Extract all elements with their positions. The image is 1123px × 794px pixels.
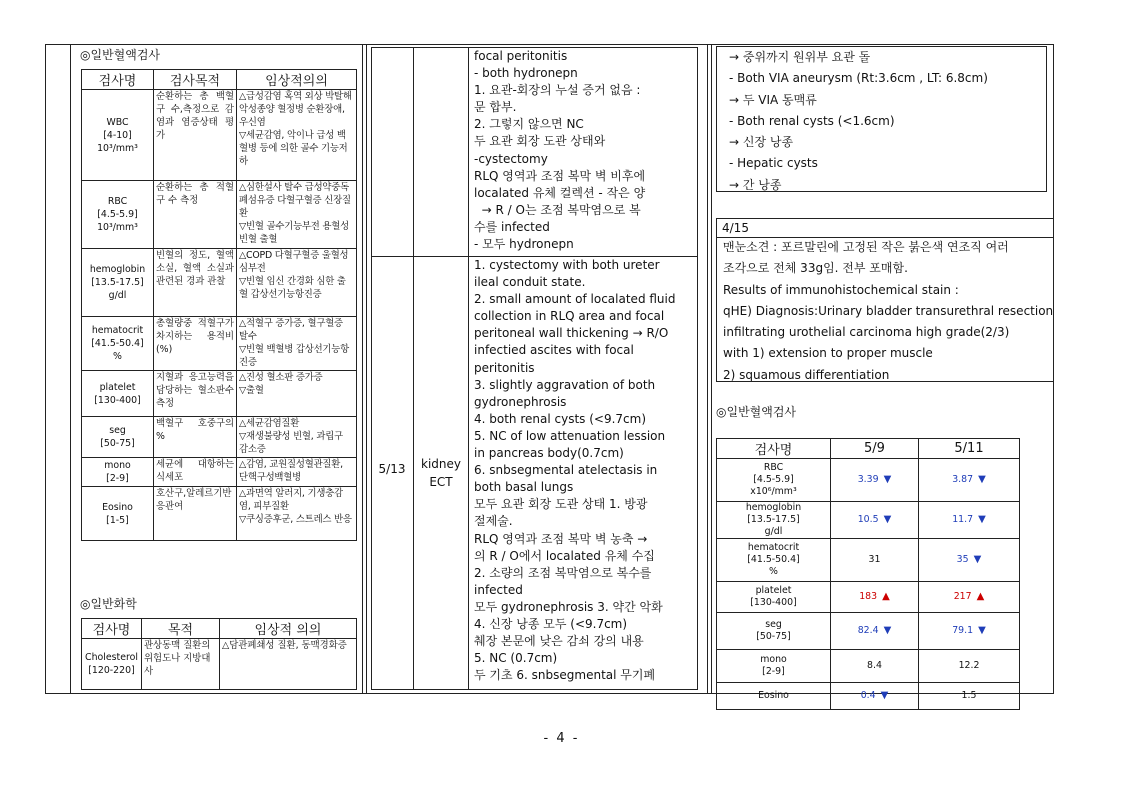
test-significance: △COPD 다혈구혈증 울혈성 심부전 ▽빈혈 임신 간경화 심한 출혈 갑상선기능항진증 bbox=[237, 249, 357, 317]
findings-line: 절제술. bbox=[474, 514, 513, 529]
cbc-row bbox=[82, 317, 357, 371]
result-value: 217 bbox=[953, 591, 972, 602]
result-value: 0.4 bbox=[860, 690, 876, 701]
findings-line: collection in RLQ area and focal bbox=[474, 309, 665, 324]
test-significance: △심한설사 탈수 급성약중독 폐섬유증 다혈구혈증 신장질환 ▽빈혈 골수기능부전 용혈성빈혈 출혈 bbox=[237, 181, 357, 249]
findings-line: -cystectomy bbox=[474, 151, 548, 166]
result-value: 183 bbox=[859, 591, 878, 602]
column-divider-1b bbox=[366, 44, 367, 694]
chem-test-name: Cholesterol [120-220] bbox=[82, 639, 142, 690]
result-test-name: hematocrit [41.5-50.4] % bbox=[717, 539, 831, 582]
result-value-cell bbox=[919, 539, 1020, 582]
findings-line: 의 R / O에서 localated 유체 수집 bbox=[474, 548, 655, 563]
findings-line: - both hydronepn bbox=[474, 66, 578, 81]
findings-line: 모두 요관 회장 도관 상태 1. 방광 bbox=[474, 497, 648, 512]
result-value-cell bbox=[919, 650, 1020, 683]
result-row bbox=[717, 613, 1020, 650]
column-divider-2b bbox=[711, 44, 712, 694]
chem-test-significance: △담관폐쇄성 질환, 동맥경화증 bbox=[220, 639, 357, 690]
test-name: platelet [130-400] bbox=[82, 371, 154, 417]
result-value: 1.5 bbox=[961, 690, 977, 701]
test-name: hemoglobin [13.5-17.5] g/dl bbox=[82, 249, 154, 317]
cbc-row bbox=[82, 181, 357, 249]
test-purpose: 세균에 대항하는 식세포 bbox=[154, 458, 237, 487]
result-value: 79.1 bbox=[952, 625, 974, 636]
pathology-date: 4/15 bbox=[717, 219, 1054, 238]
result-value-cell bbox=[831, 613, 919, 650]
result-test-name: Eosino bbox=[717, 683, 831, 710]
column-divider-2 bbox=[707, 44, 708, 694]
summary-line: - Both VIA aneurysm (Rt:3.6cm , LT: 6.8cm) bbox=[729, 71, 988, 86]
findings-line: 수를 infected bbox=[474, 219, 550, 234]
cbc-row bbox=[82, 458, 357, 487]
result-value-cell bbox=[919, 502, 1020, 539]
results-header-date1: 5/9 bbox=[831, 439, 919, 459]
result-value: 11.7 bbox=[952, 514, 974, 525]
findings-line: focal peritonitis bbox=[474, 49, 568, 63]
arrow-down-icon: ▼ bbox=[883, 474, 892, 485]
chem-section-title: ◎일반화학 bbox=[80, 597, 137, 611]
cbc-results-table bbox=[716, 438, 1020, 710]
findings-line: 문 합부. bbox=[474, 100, 517, 115]
result-test-name: seg [50-75] bbox=[717, 613, 831, 650]
col-header-name: 검사명 bbox=[82, 70, 154, 90]
cbc-reference-table bbox=[81, 69, 357, 541]
pathology-line: infiltrating urothelial carcinoma high grade(2/3) bbox=[723, 325, 1010, 340]
findings-line: localated 유체 컬렉션 - 작은 양 bbox=[474, 185, 646, 200]
findings-line: ileal conduit state. bbox=[474, 275, 586, 290]
result-row bbox=[717, 683, 1020, 710]
chem-header-purpose: 목적 bbox=[142, 619, 220, 639]
test-purpose: 빈혈의 정도, 혈액소실, 혈액 소실과 관련된 경과 관찰 bbox=[154, 249, 237, 317]
arrow-down-icon: ▼ bbox=[973, 554, 982, 565]
findings-line: 췌장 본문에 낮은 감쇠 강의 내용 bbox=[474, 634, 644, 649]
test-name: Eosino [1-5] bbox=[82, 487, 154, 541]
summary-line: - Hepatic cysts bbox=[729, 156, 818, 171]
findings-line: 5. NC (0.7cm) bbox=[474, 651, 558, 666]
result-row bbox=[717, 539, 1020, 582]
chem-row bbox=[82, 639, 357, 690]
result-value-cell bbox=[919, 613, 1020, 650]
cbc-row bbox=[82, 371, 357, 417]
findings-line: 6. snbsegmental atelectasis in bbox=[474, 463, 658, 478]
result-value-cell bbox=[831, 539, 919, 582]
summary-line: - Both renal cysts (<1.6cm) bbox=[729, 113, 895, 128]
result-value: 8.4 bbox=[867, 660, 882, 671]
findings-line: peritoneal wall thickening → R/O bbox=[474, 326, 669, 341]
findings-line: gydronephrosis bbox=[474, 394, 567, 409]
test-significance: △진성 혈소판 증가증 ▽출혈 bbox=[237, 371, 357, 417]
test-significance: △급성감염 혹역 외상 박탈해 악성종양 혈정병 순환장애, 우신염 ▽세균감염, 악이나 급성 백혈병 등에 의한 골수 기능저하 bbox=[237, 90, 357, 181]
cbc-row bbox=[82, 417, 357, 458]
result-value-cell bbox=[831, 650, 919, 683]
findings-line: RLQ 영역과 조점 복막 벽 농축 → bbox=[474, 531, 648, 546]
result-value-cell bbox=[919, 459, 1020, 502]
chem-test-purpose: 관상동맥 질환의 위험도나 지방대사 bbox=[142, 639, 220, 690]
findings-line: 1. 요관-회장의 누설 증거 없음 : bbox=[474, 83, 641, 98]
imaging-col-line-2 bbox=[468, 47, 469, 690]
pathology-line: 2) squamous differentiation bbox=[723, 367, 890, 382]
result-value-cell bbox=[831, 582, 919, 613]
findings-line: 4. both renal cysts (<9.7cm) bbox=[474, 411, 647, 426]
pathology-line: with 1) extension to proper muscle bbox=[723, 346, 933, 361]
imaging-exam-name: kidney ECT bbox=[421, 457, 461, 489]
result-value: 3.39 bbox=[857, 474, 879, 485]
test-name: hematocrit [41.5-50.4] % bbox=[82, 317, 154, 371]
result-test-name: mono [2-9] bbox=[717, 650, 831, 683]
cbc-section-title: ◎일반혈액검사 bbox=[80, 48, 161, 62]
findings-line: RLQ 영역과 조점 복막 벽 비후에 bbox=[474, 168, 646, 183]
imaging-prev-findings bbox=[471, 48, 697, 253]
test-significance: △세균감염질환 ▽재생불량성 빈혈, 과립구 감소증 bbox=[237, 417, 357, 458]
result-row bbox=[717, 650, 1020, 683]
result-value-cell bbox=[831, 459, 919, 502]
findings-line: 4. 신장 낭종 모두 (<9.7cm) bbox=[474, 616, 628, 631]
pathology-line: 조각으로 전체 33g임. 전부 포매함. bbox=[723, 261, 908, 276]
test-purpose: 순환하는 총 백혈구 수,측정으로 감염과 염증상태 평가 bbox=[154, 90, 237, 181]
imaging-summary-box bbox=[716, 46, 1047, 192]
test-purpose: 호산구,알레르기반응관여 bbox=[154, 487, 237, 541]
col-header-purpose: 검사목적 bbox=[154, 70, 237, 90]
result-test-name: RBC [4.5-5.9] x10⁶/mm³ bbox=[717, 459, 831, 502]
test-name: WBC [4-10] 10³/mm³ bbox=[82, 90, 154, 181]
result-row bbox=[717, 502, 1020, 539]
arrow-down-icon: ▼ bbox=[978, 625, 986, 636]
result-value-cell bbox=[919, 582, 1020, 613]
result-test-name: platelet [130-400] bbox=[717, 582, 831, 613]
test-significance: △감염, 교원질성혈관질환, 단핵구성백혈병 bbox=[237, 458, 357, 487]
chem-header-name: 검사명 bbox=[82, 619, 142, 639]
result-row bbox=[717, 582, 1020, 613]
imaging-date: 5/13 bbox=[378, 462, 406, 476]
imaging-findings bbox=[471, 257, 698, 684]
results-header-name: 검사명 bbox=[717, 439, 831, 459]
result-value: 35 bbox=[956, 554, 969, 565]
findings-line: 2. small amount of localated fluid bbox=[474, 292, 676, 307]
pathology-line: 맨눈소견 : 포르말린에 고정된 작은 붉은색 연조직 여러 bbox=[723, 240, 1009, 254]
findings-line: - 모두 hydronepn bbox=[474, 237, 574, 252]
result-value-cell bbox=[831, 502, 919, 539]
result-value: 31 bbox=[868, 554, 881, 565]
arrow-down-icon: ▼ bbox=[978, 474, 986, 485]
findings-line: → R / O는 조점 복막염으로 복 bbox=[474, 202, 641, 217]
page-number: - 4 - bbox=[543, 731, 580, 746]
summary-line: → 중위까지 원위부 요관 돌 bbox=[729, 50, 871, 64]
findings-line: peritonitis bbox=[474, 360, 535, 375]
result-value: 10.5 bbox=[857, 514, 879, 525]
cbc-row bbox=[82, 90, 357, 181]
test-purpose: 지혈과 응고능력을 담당하는 혈소판수 측정 bbox=[154, 371, 237, 417]
left-margin-line bbox=[70, 44, 71, 694]
test-significance: △적혈구 증가증, 혈구혈증 탈수 ▽빈혈 백혈병 갑상선기능항진증 bbox=[237, 317, 357, 371]
test-name: mono [2-9] bbox=[82, 458, 154, 487]
result-value-cell bbox=[919, 683, 1020, 710]
test-significance: △과면역 알러지, 기생충감염, 피부질환 ▽쿠싱증후군, 스트레스 반응 bbox=[237, 487, 357, 541]
findings-line: 두 요관 회장 도관 상태와 bbox=[474, 134, 606, 149]
pathology-line: qHE) Diagnosis:Urinary bladder transurethral resection bbox=[723, 303, 1054, 318]
findings-line: infected bbox=[474, 582, 523, 597]
findings-line: 1. cystectomy with both ureter bbox=[474, 258, 660, 272]
arrow-down-icon: ▼ bbox=[883, 514, 892, 525]
summary-line: → 두 VIA 동맥류 bbox=[729, 92, 817, 107]
result-value: 12.2 bbox=[958, 660, 980, 671]
results-header-date2: 5/11 bbox=[919, 439, 1020, 459]
imaging-col-line-1 bbox=[413, 47, 414, 690]
findings-line: 2. 그렇지 않으면 NC bbox=[474, 117, 584, 132]
findings-line: 2. 소량의 조점 복막염으로 복수를 bbox=[474, 565, 652, 580]
arrow-down-icon: ▼ bbox=[978, 514, 986, 525]
findings-line: both basal lungs bbox=[474, 480, 574, 495]
pathology-box bbox=[716, 218, 1054, 382]
pathology-line: Results of immunohistochemical stain : bbox=[723, 282, 959, 297]
test-purpose: 백혈구 호중구의 % bbox=[154, 417, 237, 458]
findings-line: 3. slightly aggravation of both bbox=[474, 377, 656, 392]
arrow-up-icon: ▲ bbox=[882, 591, 890, 602]
findings-line: in pancreas body(0.7cm) bbox=[474, 446, 624, 461]
result-test-name: hemoglobin [13.5-17.5] g/dl bbox=[717, 502, 831, 539]
test-purpose: 순환하는 총 적혈구 수 측정 bbox=[154, 181, 237, 249]
result-row bbox=[717, 459, 1020, 502]
test-name: seg [50-75] bbox=[82, 417, 154, 458]
result-value-cell bbox=[831, 683, 919, 710]
chem-header-significance: 임상적 의의 bbox=[220, 619, 357, 639]
right-cbc-title: ◎일반혈액검사 bbox=[716, 405, 797, 419]
findings-line: 두 기초 6. snbsegmental 무기폐 bbox=[474, 668, 656, 683]
test-purpose: 총혈량중 적혈구가 차지하는 용적비(%) bbox=[154, 317, 237, 371]
cbc-row bbox=[82, 249, 357, 317]
summary-line: → 간 낭종 bbox=[729, 177, 782, 192]
result-value: 3.87 bbox=[952, 474, 974, 485]
column-divider-1 bbox=[362, 44, 363, 694]
summary-line: → 신장 낭종 bbox=[729, 135, 794, 150]
result-value: 82.4 bbox=[857, 625, 879, 636]
arrow-down-icon: ▼ bbox=[883, 625, 892, 636]
test-name: RBC [4.5-5.9] 10³/mm³ bbox=[82, 181, 154, 249]
cbc-row bbox=[82, 487, 357, 541]
arrow-up-icon: ▲ bbox=[976, 591, 985, 602]
chem-reference-table bbox=[81, 618, 357, 690]
arrow-down-icon: ▼ bbox=[880, 690, 889, 701]
findings-line: 5. NC of low attenuation lession bbox=[474, 428, 666, 443]
findings-line: infectied ascites with focal bbox=[474, 343, 634, 358]
findings-line: 모두 gydronephrosis 3. 약간 악화 bbox=[474, 599, 663, 614]
col-header-significance: 임상적의의 bbox=[237, 70, 357, 90]
